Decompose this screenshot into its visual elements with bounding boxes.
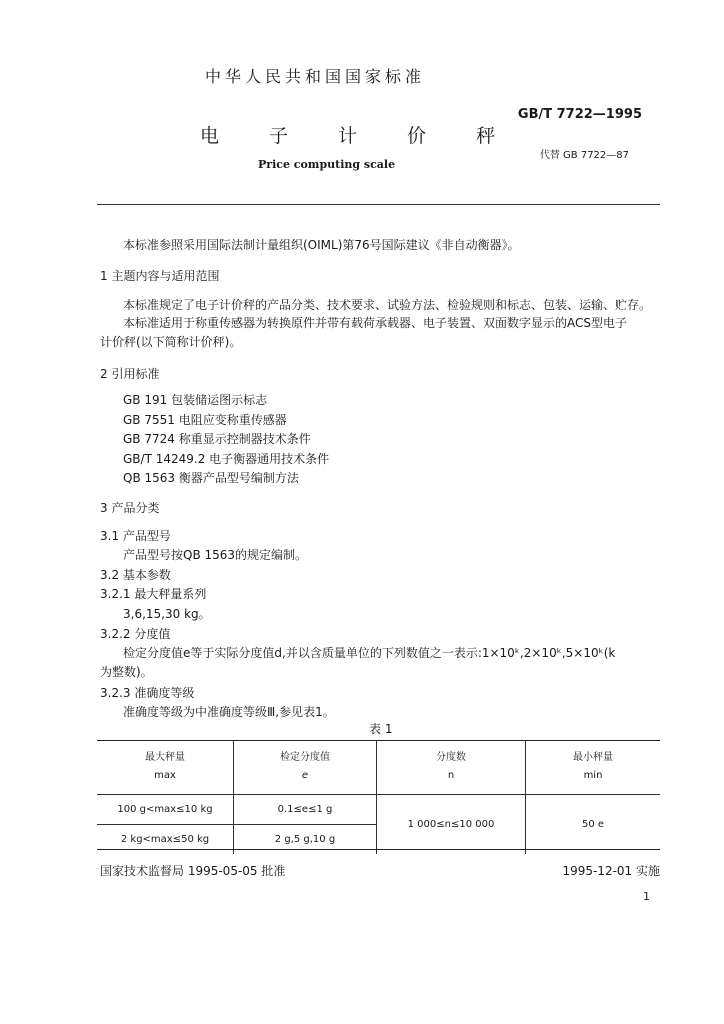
table-header-row	[97, 740, 660, 795]
replaces-standard: 代替 GB 7722—87	[539, 150, 629, 161]
header-en: max	[154, 770, 176, 781]
standard-number: GB/T 7722—1995	[517, 107, 642, 122]
section-3-2-1-text: 3,6,15,30 kg。	[123, 607, 211, 621]
table-cell-max: 100 g<max≤10 kg	[117, 804, 213, 815]
header-divider	[97, 204, 660, 205]
table-caption: 表 1	[369, 722, 393, 736]
section-3-2-3-text: 准确度等级为中准确度等级Ⅲ,参见表1。	[123, 705, 335, 719]
header-cn: 检定分度值	[280, 752, 330, 763]
table-cell-max: 2 kg<max≤50 kg	[97, 825, 234, 855]
table-header-cell	[234, 740, 377, 795]
section-3-2-heading: 3.2 基本参数	[100, 568, 171, 582]
page-number: 1	[643, 890, 650, 903]
section-3-2-3-heading: 3.2.3 准确度等级	[100, 686, 195, 700]
header-cn: 最小秤量	[573, 752, 613, 763]
section-2-heading: 2 引用标准	[100, 367, 160, 381]
table-cell-e: 0.1≤e≤1 g	[234, 795, 377, 825]
header-en: n	[447, 770, 455, 781]
section-3-2-2-heading: 3.2.2 分度值	[100, 627, 171, 641]
table-cell-min: 50 e	[526, 795, 661, 855]
implementation-date: 1995-12-01 实施	[562, 864, 660, 878]
table-header-cell	[97, 740, 234, 795]
table-cell-e: 2 g,5 g,10 g	[234, 825, 377, 855]
section-3-heading: 3 产品分类	[100, 501, 160, 515]
title-chinese: 电子计价秤	[200, 125, 546, 147]
table-row	[97, 795, 660, 825]
title-english: Price computing scale	[258, 158, 396, 171]
specification-table	[97, 740, 660, 854]
header-en: e	[301, 770, 309, 781]
section-3-1-text: 产品型号按QB 1563的规定编制。	[123, 548, 308, 562]
table-header-cell	[377, 740, 526, 795]
reference-item: GB 191 包装储运图示标志	[123, 393, 268, 407]
approval-date: 国家技术监督局 1995-05-05 批准	[100, 864, 286, 878]
section-1-para-1: 本标准规定了电子计价秤的产品分类、技术要求、试验方法、检验规则和标志、包装、运输、贮存。	[123, 298, 652, 312]
section-3-2-2-line-2: 为整数)。	[100, 665, 153, 679]
section-1-para-2-line-2: 计价秤(以下简称计价秤)。	[100, 335, 242, 349]
table-header-cell	[526, 740, 661, 795]
table-bottom-rule	[97, 849, 660, 850]
reference-item: GB 7551 电阻应变称重传感器	[123, 413, 287, 427]
header-cn: 分度数	[436, 752, 466, 763]
reference-item: QB 1563 衡器产品型号编制方法	[123, 471, 299, 485]
header-cn: 最大秤量	[145, 752, 185, 763]
intro-paragraph: 本标准参照采用国际法制计量组织(OIML)第76号国际建议《非自动衡器》。	[123, 238, 520, 252]
header-en: min	[583, 770, 603, 781]
section-3-2-2-line-1: 检定分度值e等于实际分度值d,并以含质量单位的下列数值之一表示:1×10ᵏ,2×10ᵏ,5×10ᵏ(k	[123, 646, 616, 660]
section-3-2-1-heading: 3.2.1 最大秤量系列	[100, 587, 207, 601]
section-3-1-heading: 3.1 产品型号	[100, 529, 171, 543]
section-1-para-2-line-1: 本标准适用于称重传感器为转换原件并带有载荷承载器、电子装置、双面数字显示的ACS型电子	[123, 316, 627, 330]
reference-item: GB 7724 称重显示控制器技术条件	[123, 432, 311, 446]
table-cell-n: 1 000≤n≤10 000	[377, 795, 526, 855]
nation-standard-label: 中华人民共和国国家标准	[205, 67, 426, 86]
section-1-heading: 1 主题内容与适用范围	[100, 269, 220, 283]
reference-item: GB/T 14249.2 电子衡器通用技术条件	[123, 452, 330, 466]
